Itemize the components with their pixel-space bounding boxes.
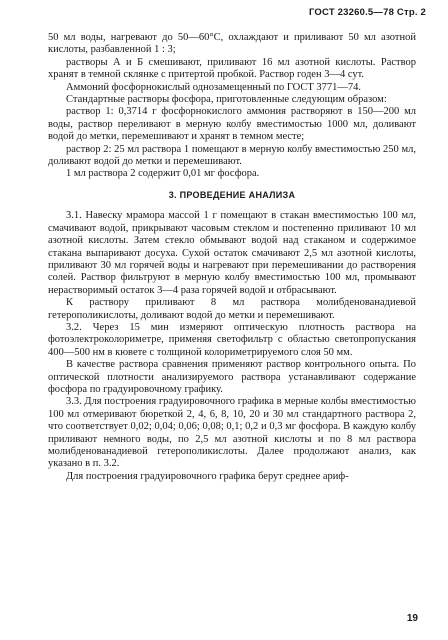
- paragraph: растворы А и Б смешивают, приливают 16 мл азотной кислоты. Раствор хранят в темной склянке с притертой пробкой. Раствор годен 3—4 сут.: [48, 56, 416, 81]
- paragraph: 50 мл воды, нагревают до 50—60°С, охлаждают и приливают 50 мл азотной кислоты, разбавленной 1 : 3;: [48, 32, 416, 56]
- page-body: [48, 32, 416, 483]
- section-title: 3. ПРОВЕДЕНИЕ АНАЛИЗА: [168, 189, 296, 200]
- paragraph: 1 мл раствора 2 содержит 0,01 мг фосфора.: [66, 168, 260, 180]
- paragraph: Для построения градуировочного графика берут среднее ариф-: [66, 470, 349, 482]
- paragraph: Аммоний фосфорнокислый однозамещенный по ГОСТ 3771—74.: [66, 81, 362, 93]
- paragraph: раствор 2: 25 мл раствора 1 помещают в мерную колбу вместимостью 250 мл, доливают водой до метки и перемешивают.: [48, 143, 416, 168]
- paragraph: 3.1. Навеску мрамора массой 1 г помещают в стакан вместимостью 100 мл, смачивают водой, прикрывают часовым стеклом и постепенно приливают 10 мл азотной кислоты. Затем стекло обмывают водой над стаканом и содержимое стакана выпаривают досуха. Сухой остаток смачивают 2,5 мл азотной кислоты, приливают 30 мл горячей воды и нагревают при перемешивании до растворения солей. Раствор фильтруют в мерную колбу вместимостью 100 мл, промывают нерастворимый остаток 3—4 раза горячей водой и отбрасывают.: [48, 210, 416, 296]
- page-number: 19: [406, 613, 418, 624]
- paragraph: 3.3. Для построения градуировочного графика в мерные колбы вместимостью 100 мл отмеривают бюреткой 2, 4, 6, 8, 10, 20 и 30 мл стандартного раствора 2, что соответствует 0,02; 0,04; 0,06; 0,08; 0,1; 0,2 и 0,3 мг фосфора. В каждую колбу приливают немного воды, по 2,5 мл азотной кислоты и по 8 мл раствора молибденованадиевой гетерополикислоты. Далее продолжают анализ, как указано в п. 3.2.: [48, 396, 416, 470]
- paragraph: Стандартные растворы фосфора, приготовленные следующим образом:: [66, 94, 387, 106]
- paragraph: раствор 1: 0,3714 г фосфорнокислого аммония растворяют в 150—200 мл воды, раствор переливают в мерную колбу вместимостью 1000 мл, доливают водой до метки, перемешивают и хранят в темном месте;: [48, 106, 416, 143]
- page-header: ГОСТ 23260.5—78 Стр. 2: [308, 7, 426, 18]
- paragraph: В качестве раствора сравнения применяют раствор контрольного опыта. По оптической плотности анализируемого раствора устанавливают содержание фосфора по градуировочному графику.: [48, 359, 416, 395]
- paragraph: К раствору приливают 8 мл раствора молибденованадиевой гетерополикислоты, доливают водой до метки и перемешивают.: [48, 297, 416, 321]
- paragraph: 3.2. Через 15 мин измеряют оптическую плотность раствора на фотоэлектроколориметре, применяя светофильтр с областью светопропускания 400—500 нм в кювете с толщиной колориметрируемого слоя 50 мм.: [48, 321, 416, 358]
